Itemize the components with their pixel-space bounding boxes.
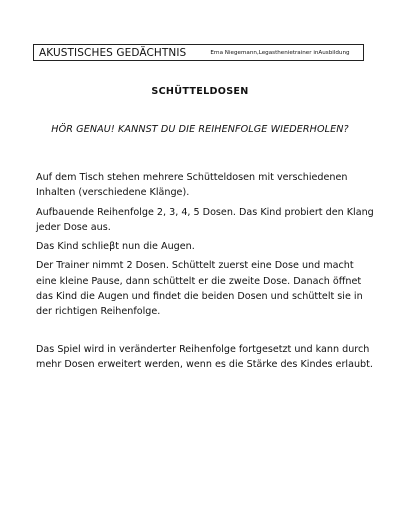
header-box xyxy=(33,44,364,61)
paragraph-eyes-closed: Das Kind schlieβt nun die Augen. xyxy=(36,241,195,253)
paragraph-trainer: Der Trainer nimmt 2 Dosen. Schüttelt zuerst eine Dose und macht eine kleine Pause, dann schüttelt er die zweite Dose. Danach öffnet das Kind die Augen und findet die beiden Dosen und schüttelt sie in der richtigen Reihenfolge. xyxy=(36,260,363,318)
paragraph-continuation: Das Spiel wird in veränderter Reihenfolge fortgesetzt und kann durch mehr Dosen erweitert werden, wenn es die Stärke des Kindes erlaubt. xyxy=(36,343,373,370)
document-subtitle: HÖR GENAU! KANNST DU DIE REIHENFOLGE WIEDERHOLEN? xyxy=(51,124,349,135)
document-title: SCHÜTTELDOSEN xyxy=(151,86,249,97)
header-title: AKUSTISCHES GEDÄCHTNIS xyxy=(39,46,187,59)
paragraph-sequence: Aufbauende Reihenfolge 2, 3, 4, 5 Dosen. Das Kind probiert den Klang jeder Dose aus. xyxy=(36,206,374,233)
header-credit: Erna Niegemann,Legasthenietrainer inAusbildung xyxy=(210,49,350,56)
body-text xyxy=(36,170,376,376)
paragraph-intro: Auf dem Tisch stehen mehrere Schütteldosen mit verschiedenen Inhalten (verschiedene Klänge). xyxy=(36,172,348,199)
